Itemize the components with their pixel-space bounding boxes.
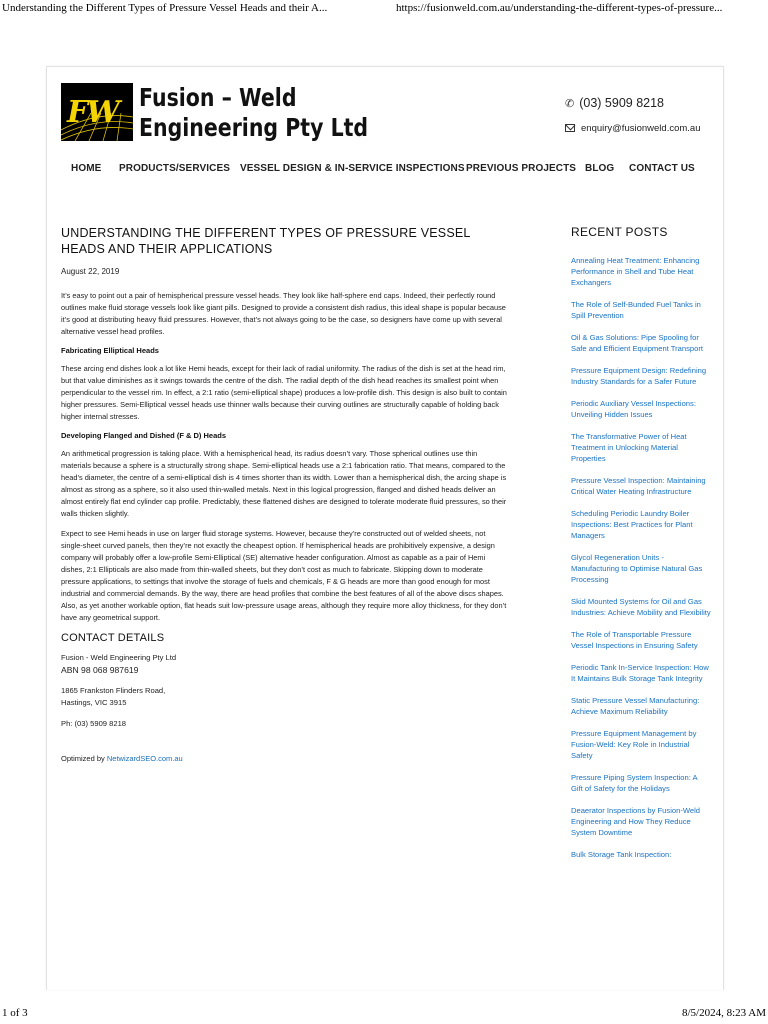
list-item [571,299,711,321]
section-heading-elliptical: Fabricating Elliptical Heads [61,346,159,355]
company-name-line1: Fusion – Weld [139,83,297,112]
recent-post-link[interactable]: Static Pressure Vessel Manufacturing: Achieve Maximum Reliability [571,696,700,716]
list-item [571,772,711,794]
nav-vessel-design[interactable]: VESSEL DESIGN & IN-SERVICE INSPECTIONS [240,163,465,174]
list-item [571,629,711,651]
recent-post-link[interactable]: Periodic Auxiliary Vessel Inspections: Unveiling Hidden Issues [571,399,696,419]
nav-products-services[interactable]: PRODUCTS/SERVICES [119,163,230,174]
list-item [571,475,711,497]
header-contact [565,95,700,136]
list-item [571,332,711,354]
article-date: August 22, 2019 [61,267,120,276]
recent-posts-list [571,255,711,860]
list-item [571,508,711,541]
recent-post-link[interactable]: Annealing Heat Treatment: Enhancing Performance in Shell and Tube Heat Exchangers [571,256,700,287]
list-item [571,431,711,464]
recent-posts-heading: RECENT POSTS [571,225,668,239]
recent-post-link[interactable]: Deaerator Inspections by Fusion-Weld Engineering and How They Reduce System Downtime [571,806,701,837]
article-paragraph-applications: Expect to see Hemi heads in use on larger fluid storage systems. However, because they’re constructed out of welded sheets, not single-sheet curved panels, then they’re not exactly the cheapest option. If hemispherical heads are prohibitively expensive, a design company will probably offer a low-profile Semi-Elliptical (SE) alternative header configuration. Almost as capable as a pair of Hemi dishes, 2:1 Ellipticals are also made from thin-walled sheets, but they don’t cost as much to fabricate. Skipping down to moderate pressure applications, to settings that involve the storage of fuels and chemicals, F & G heads are more than good enough for most industrial and commercial demands. By the way, there are head profiles that combine the best features of all of the above discs shapes. Also, as yet another workable option, flat heads suit low-pressure usage areas, although they require more alloy thickness, for they don’t have any geometrical support. [61,529,507,622]
optimized-by-link[interactable]: NetwizardSEO.com.au [106,754,183,763]
nav-contact-us[interactable]: CONTACT US [629,163,695,174]
envelope-icon [565,124,575,132]
header-email-text: enquiry@fusionweld.com.au [581,122,701,134]
recent-post-link[interactable]: Oil & Gas Solutions: Pipe Spooling for Safe and Efficient Equipment Transport [571,333,703,353]
print-datetime: 8/5/2024, 8:23 AM [681,1007,766,1019]
contact-phone: Ph: (03) 5909 8218 [61,719,127,728]
list-item [571,849,711,860]
list-item [571,662,711,684]
article-intro: It’s easy to point out a pair of hemispherical pressure vessel heads. They look like half-sphere end caps. Indeed, their perfectly round outlines make fluid storage vessels look like giant pills. Designed to provide a consistent dish radius, this ideal shape is popular because it’s good at distributing heavy fluid pressures. However, that’s not always going to be the case, so designers have come up with several alternative vessel head profiles. [61,291,506,336]
list-item [571,695,711,717]
header-email[interactable] [565,120,700,136]
article-paragraph-elliptical: These arcing end dishes look a lot like Hemi heads, except for their lack of radial uniformity. The radius of the dish is set at the head rim, but that value diminishes as it swings towards the centre of the dish. The radial depth of the dish head reaches its smallest point when perpendicular to the vessel rim. In effect, a 2:1 ratio (semi-elliptical shape) produces a low-profile dish. This design is also built to contain higher pressures. Semi-Elliptical vessel heads use thinner walls because their curving outlines are structurally capable of holding back higher internal stresses. [61,364,507,421]
print-page-url: https://fusionweld.com.au/understanding-the-different-types-of-pressure... [396,2,723,14]
print-header [0,0,768,20]
nav-home[interactable]: HOME [71,163,102,174]
print-footer [0,1004,768,1024]
recent-post-link[interactable]: Pressure Piping System Inspection: A Gift of Safety for the Holidays [571,773,698,793]
contact-abn: ABN 98 068 987619 [61,665,139,675]
optimized-by [61,754,507,763]
article [61,225,507,763]
company-name-line2: Engineering Pty Ltd [139,113,369,142]
recent-post-link[interactable]: The Transformative Power of Heat Treatment in Unlocking Material Properties [571,432,687,463]
print-page-title: Understanding the Different Types of Pressure Vessel Heads and their A... [2,2,328,14]
header-phone[interactable] [565,95,700,111]
list-item [571,805,711,838]
site-logo[interactable] [61,83,369,147]
logo-mark [61,83,133,141]
contact-details [61,652,507,730]
nav-blog[interactable]: BLOG [585,163,615,174]
recent-post-link[interactable]: Skid Mounted Systems for Oil and Gas Industries: Achieve Mobility and Flexibility [571,597,711,617]
list-item [571,398,711,420]
section-heading-flanged: Developing Flanged and Dished (F & D) Heads [61,431,227,440]
company-name [139,83,368,143]
list-item [571,728,711,761]
recent-post-link[interactable]: The Role of Self-Bunded Fuel Tanks in Spill Prevention [571,300,701,320]
logo-mark-text: FW [67,95,118,130]
phone-icon: ✆ [565,97,575,110]
recent-post-link[interactable]: Glycol Regeneration Units - Manufacturing to Optimise Natural Gas Processing [571,553,703,584]
page-frame [46,66,724,990]
recent-post-link[interactable]: Scheduling Periodic Laundry Boiler Inspections: Best Practices for Plant Managers [571,509,693,540]
recent-posts-sidebar [571,225,711,871]
print-page-number: 1 of 3 [2,1007,28,1019]
recent-post-link[interactable]: Periodic Tank In-Service Inspection: How It Maintains Bulk Storage Tank Integrity [571,663,709,683]
list-item [571,552,711,585]
optimized-by-prefix: Optimized by [61,754,107,763]
contact-company: Fusion - Weld Engineering Pty Ltd [61,653,177,662]
recent-post-link[interactable]: Bulk Storage Tank Inspection: [571,850,672,859]
contact-details-heading: CONTACT DETAILS [61,632,165,644]
contact-address-line1: 1865 Frankston Flinders Road, [61,686,166,695]
recent-post-link[interactable]: Pressure Equipment Design: Redefining Industry Standards for a Safer Future [571,366,707,386]
recent-post-link[interactable]: The Role of Transportable Pressure Vessel Inspections in Ensuring Safety [571,630,698,650]
contact-address-line2: Hastings, VIC 3915 [61,698,127,707]
article-title: UNDERSTANDING THE DIFFERENT TYPES OF PRESSURE VESSEL HEADS AND THEIR APPLICATIONS [61,226,471,256]
list-item [571,255,711,288]
list-item [571,365,711,387]
recent-post-link[interactable]: Pressure Equipment Management by Fusion-Weld: Key Role in Industrial Safety [571,729,697,760]
nav-previous-projects[interactable]: PREVIOUS PROJECTS [466,163,577,174]
header-phone-text: (03) 5909 8218 [579,96,665,110]
recent-post-link[interactable]: Pressure Vessel Inspection: Maintaining Critical Water Heating Infrastructure [571,476,706,496]
article-paragraph-flanged: An arithmetical progression is taking place. With a hemispherical head, its radius doesn’t vary. Those spherical outlines use thin materials because a sphere is a structurally strong shape. Semi-elliptical heads use a 2:1 fabrication ratio. That means, compared to the head’s diameter, the centre of a semi-elliptical dish is 4 times shorter than its width. Lower than a hemispherical dish, the arcing shape is almost as strong as a sphere, so it also used thin-walled metals. Next in this logical progression, flanged and dished heads deliver an almost entirely flat end cylinder cap profile. Predictably, these flattened dishes are designed to tolerate moderate fluid pressures, so their walls thicken slightly. [61,449,507,518]
list-item [571,596,711,618]
main-nav [47,163,724,179]
